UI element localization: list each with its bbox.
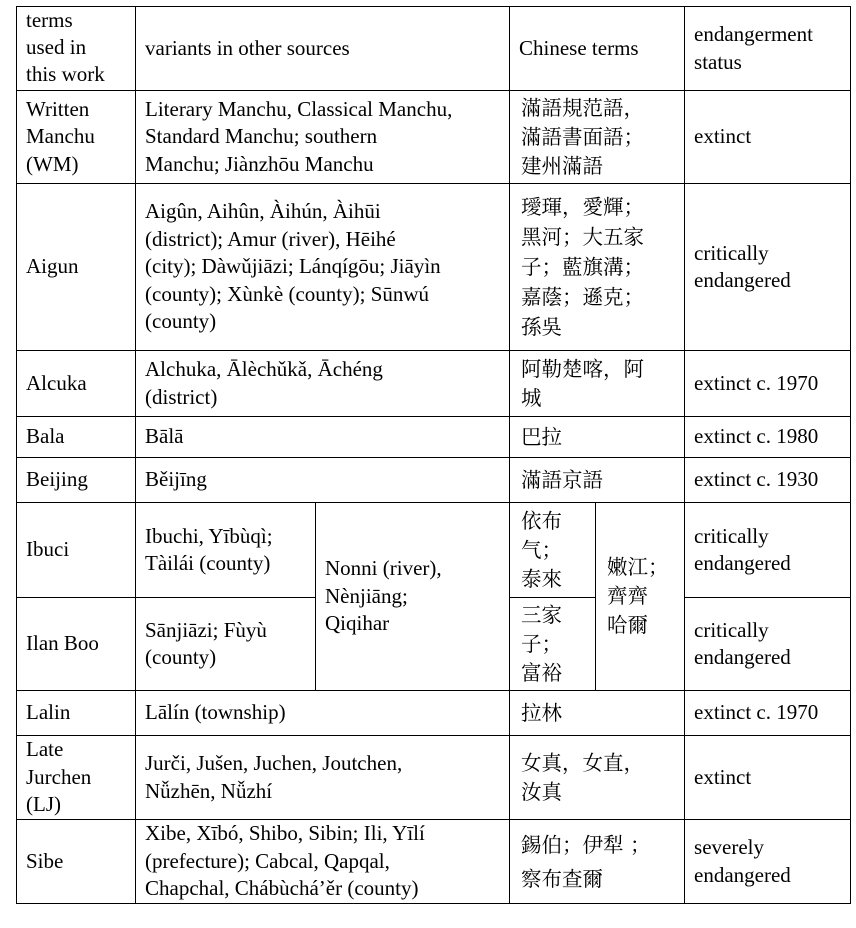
variants-cell: Lālín (township) bbox=[136, 691, 510, 736]
variants-cell: Literary Manchu, Classical Manchu, Standard Manchu; southern Manchu; Jiànzhōu Manchu bbox=[136, 91, 510, 184]
chinese-cell: 巴拉 bbox=[510, 417, 685, 458]
term-cell: Bala bbox=[17, 417, 136, 458]
variants-cell: Xibe, Xībó, Shibo, Sibin; Ili, Yīlí (prefecture); Cabcal, Qapqal, Chapchal, Chábùchá’ěr (county) bbox=[136, 820, 510, 904]
status-cell: critically endangered bbox=[685, 598, 851, 691]
variants-cell: Aigûn, Aihûn, Àihún, Àihūi (district); Amur (river), Hēihé (city); Dàwǔjiāzi; Lánqígōu; Jiāyìn (county); Xùnkè (county); Sūnwú (county) bbox=[136, 184, 510, 351]
chinese-cell: 拉林 bbox=[510, 691, 685, 736]
status-cell: critically endangered bbox=[685, 503, 851, 598]
chinese-cell: 滿語京語 bbox=[510, 458, 685, 503]
row-late-jurchen bbox=[17, 736, 851, 820]
variants-cell: Ibuchi, Yībùqì; Tàilái (county) bbox=[136, 503, 316, 598]
variants-cell: Jurči, Jušen, Juchen, Joutchen, Nǚzhēn, Nǚzhí bbox=[136, 736, 510, 820]
row-bala bbox=[17, 417, 851, 458]
term-cell: Written Manchu (WM) bbox=[17, 91, 136, 184]
shared-variants-cell: Nonni (river), Nènjiāng; Qiqihar bbox=[316, 503, 510, 691]
variants-cell: Alchuka, Ālèchǔkǎ, Āchéng (district) bbox=[136, 351, 510, 417]
header-status: endangerment status bbox=[685, 7, 851, 91]
term-cell: Beijing bbox=[17, 458, 136, 503]
chinese-cell: 女真，女直， 汝真 bbox=[510, 736, 685, 820]
status-cell: critically endangered bbox=[685, 184, 851, 351]
chinese-cell: 依布 气； 泰來 bbox=[510, 503, 596, 598]
row-lalin bbox=[17, 691, 851, 736]
term-cell: Sibe bbox=[17, 820, 136, 904]
chinese-cell: 錫伯；伊犁 ； 察布查爾 bbox=[510, 820, 685, 904]
chinese-cell: 璦琿，愛輝； 黑河；大五家 子；藍旗溝； 嘉蔭；遜克； 孫吳 bbox=[510, 184, 685, 351]
status-cell: extinct c. 1930 bbox=[685, 458, 851, 503]
term-cell: Lalin bbox=[17, 691, 136, 736]
chinese-cell: 三家 子； 富裕 bbox=[510, 598, 596, 691]
header-terms: terms used in this work bbox=[17, 7, 136, 91]
term-cell: Aigun bbox=[17, 184, 136, 351]
term-cell: Ibuci bbox=[17, 503, 136, 598]
row-ibuci bbox=[17, 503, 851, 598]
header-chinese: Chinese terms bbox=[510, 7, 685, 91]
status-cell: extinct c. 1980 bbox=[685, 417, 851, 458]
variants-cell: Běijīng bbox=[136, 458, 510, 503]
chinese-cell: 阿勒楚喀，阿 城 bbox=[510, 351, 685, 417]
row-aigun bbox=[17, 184, 851, 351]
chinese-cell: 滿語規范語， 滿語書面語； 建州滿語 bbox=[510, 91, 685, 184]
term-cell: Late Jurchen (LJ) bbox=[17, 736, 136, 820]
term-cell: Ilan Boo bbox=[17, 598, 136, 691]
row-written-manchu bbox=[17, 91, 851, 184]
header-row bbox=[17, 7, 851, 91]
term-cell: Alcuka bbox=[17, 351, 136, 417]
status-cell: extinct bbox=[685, 91, 851, 184]
row-alcuka bbox=[17, 351, 851, 417]
shared-chinese-cell: 嫩江； 齊齊 哈爾 bbox=[596, 503, 685, 691]
row-sibe bbox=[17, 820, 851, 904]
variants-cell: Bālā bbox=[136, 417, 510, 458]
row-beijing bbox=[17, 458, 851, 503]
status-cell: extinct c. 1970 bbox=[685, 691, 851, 736]
status-cell: extinct c. 1970 bbox=[685, 351, 851, 417]
variants-cell: Sānjiāzi; Fùyù (county) bbox=[136, 598, 316, 691]
status-cell: extinct bbox=[685, 736, 851, 820]
header-variants: variants in other sources bbox=[136, 7, 510, 91]
status-cell: severely endangered bbox=[685, 820, 851, 904]
dialect-table bbox=[16, 6, 851, 904]
